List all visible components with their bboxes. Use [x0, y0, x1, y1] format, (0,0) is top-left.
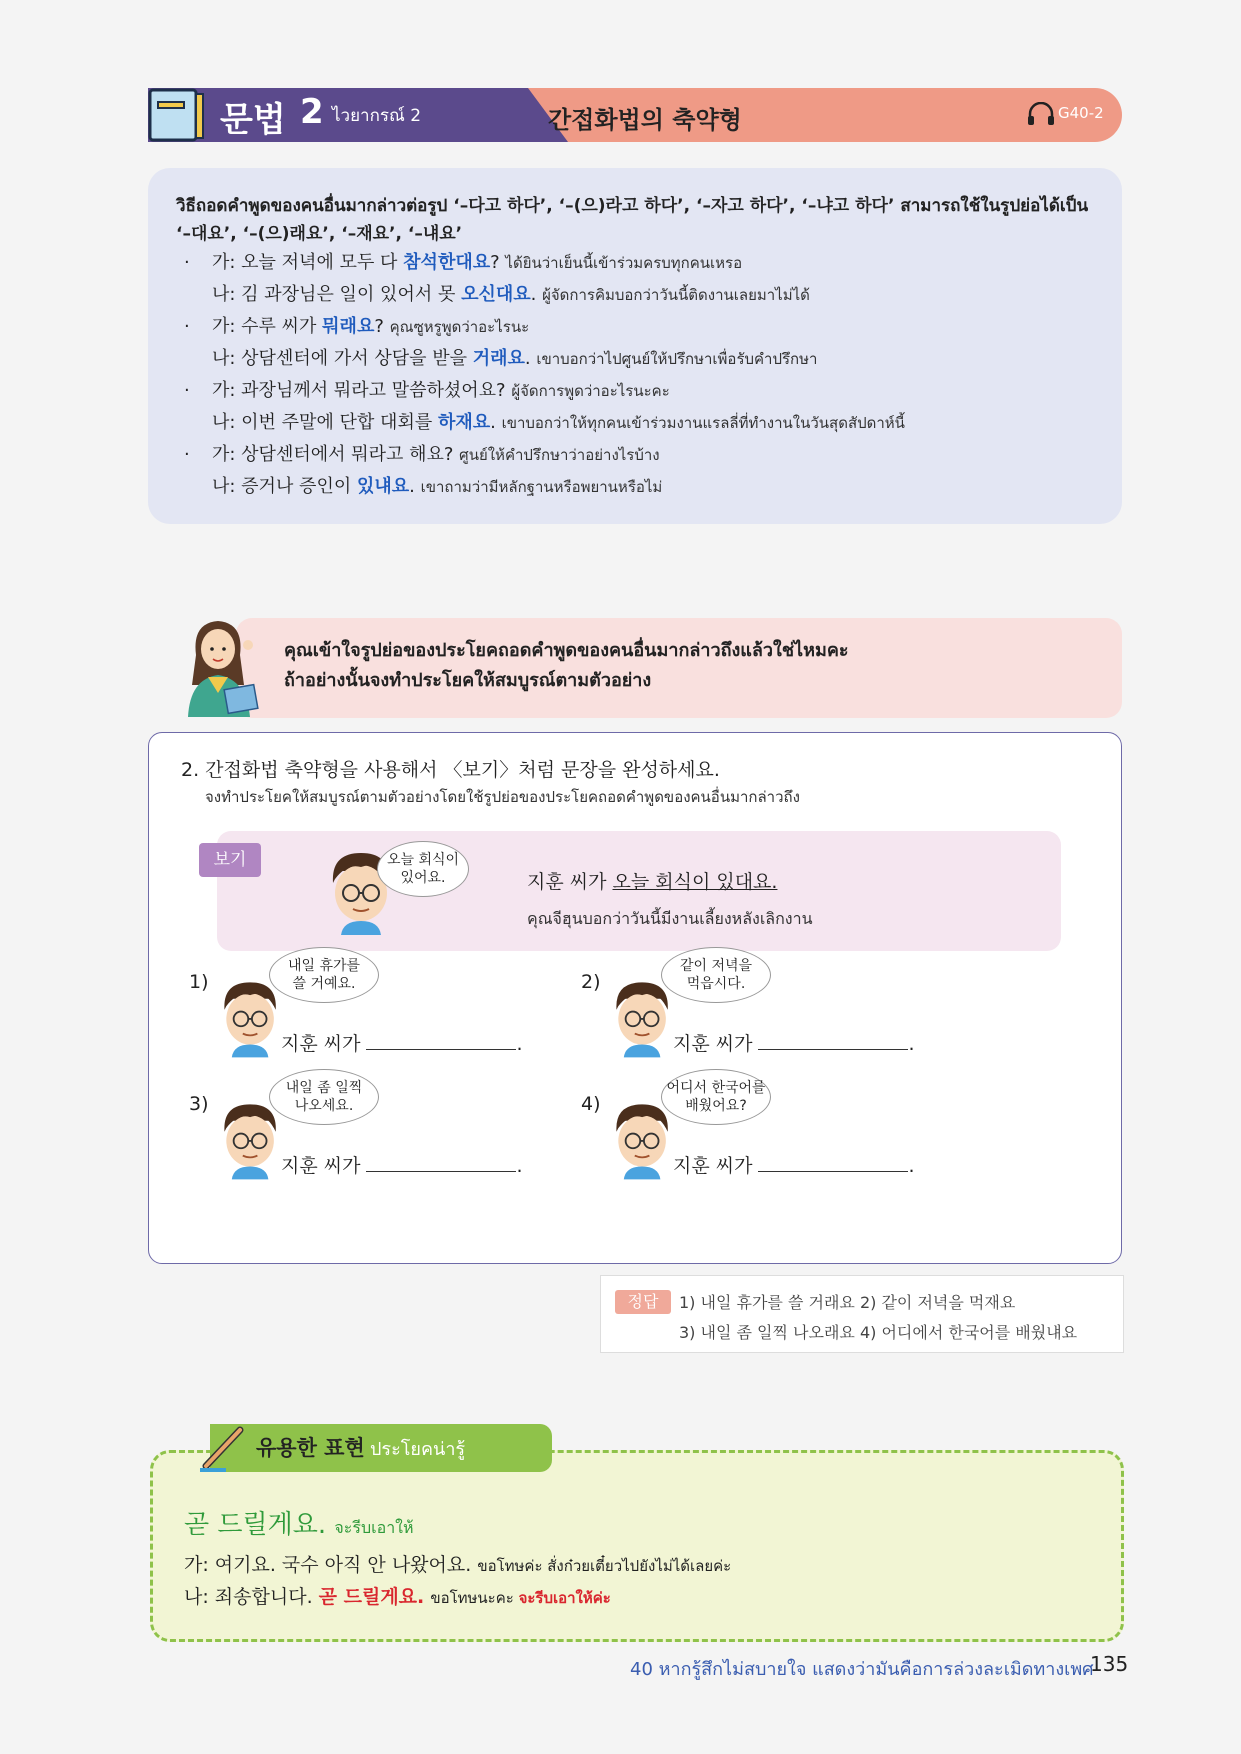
useful-main [184, 1504, 414, 1541]
item-number: 3) [189, 1093, 209, 1115]
useful-line-1-thai: ขอโทษค่ะ สั่งก๋วยเตี๋ยวไปยังไม่ได้เลยค่ะ [477, 1557, 732, 1575]
prompt-line-1: คุณเข้าใจรูปย่อของประโยคถอดคำพูดของคนอื่นมากล่าวถึงแล้วใช่ไหมคะ [284, 640, 849, 661]
example-speech-bubble: 오늘 회식이 있어요. [377, 841, 469, 897]
explanation-box [148, 168, 1122, 524]
useful-line-2-red: 곧 드릴게요. [318, 1586, 425, 1608]
item-answer-prefix: 지훈 씨가 [281, 1033, 361, 1055]
headphones-icon[interactable] [1026, 102, 1056, 126]
teacher-prompt [236, 618, 1122, 718]
exercise-item [189, 1080, 549, 1193]
example-korean: 나: 증거나 증인이 [212, 476, 357, 497]
jihoon-face [219, 1097, 283, 1183]
pen-icon [196, 1420, 252, 1476]
item-answer: 지훈 씨가 . [281, 1033, 523, 1055]
item-answer-prefix: 지훈 씨가 [673, 1155, 753, 1177]
example-korean: 나: 김 과장님은 일이 있어서 못 [212, 284, 462, 305]
grammar-number: 2 [300, 92, 324, 132]
example-punct: . [524, 348, 537, 369]
example-highlight: 거래요 [472, 348, 525, 369]
example-highlight: 뭐래요 [322, 316, 375, 337]
grammar-label: 문법 [220, 100, 286, 140]
bullet-icon: · [184, 444, 190, 465]
teacher-illustration [178, 615, 270, 717]
useful-thai: ประโยคน่ารู้ [370, 1439, 466, 1460]
example-highlight: 있냬요 [356, 476, 410, 497]
grammar-banner [148, 88, 1122, 142]
example-highlight: 오신대요 [461, 284, 531, 305]
answer-blank[interactable] [758, 1031, 908, 1050]
example-highlight: 참석한대요 [403, 252, 491, 273]
explanation-intro: วิธีถอดคำพูดของคนอื่นมากล่าวต่อรูป ‘–다고 하다’, ‘–(으)라고 하다’, ‘–자고 하다’, ‘–냐고 하다’ สามารถใช้ในรูปย่อได้เป็น ‘–대요’, ‘–(으)래요’, ‘–재요’, ‘–냬요’ [176, 196, 1089, 244]
useful-line-2-thai: ขอโทษนะคะ [430, 1589, 519, 1607]
useful-expression-box [150, 1450, 1124, 1642]
example-sentence-prefix: 지훈 씨가 [527, 871, 613, 893]
useful-line-2-ko: 나: 죄송합니다. [184, 1586, 319, 1608]
item-number: 1) [189, 971, 209, 993]
audio-track-code[interactable]: G40-2 [1058, 104, 1104, 122]
example-korean: 가: 과장님께서 뭐라고 말씀하셨어요? [212, 380, 512, 401]
exercise-subtitle: จงทำประโยคให้สมบูรณ์ตามตัวอย่างโดยใช้รูปย่อของประโยคถอดคำพูดของคนอื่นมากล่าวถึง [205, 788, 800, 806]
jihoon-face [611, 1097, 675, 1183]
useful-title: 유용한 표현 [256, 1436, 365, 1460]
item-answer-prefix: 지훈 씨가 [281, 1155, 361, 1177]
example-thai: คุณจีฮุนบอกว่าวันนี้มีงานเลี้ยงหลังเลิกงาน [527, 909, 813, 928]
jihoon-face [219, 975, 283, 1061]
item-speech-bubble: 내일 휴가를 쓸 거예요. [269, 947, 379, 1003]
bullet-icon: · [184, 316, 190, 337]
answer-line-1: 1) 내일 휴가를 쓸 거래요 2) 같이 저녁을 먹재요 [679, 1293, 1016, 1312]
example-thai: คุณซูหรูพูดว่าอะไรนะ [389, 318, 530, 336]
answer-key [600, 1275, 1124, 1353]
example-thai: ได้ยินว่าเย็นนี้เข้าร่วมครบทุกคนเหรอ [505, 254, 743, 272]
example-sentence [527, 867, 777, 894]
answer-blank[interactable] [366, 1153, 516, 1172]
exercise-item [189, 958, 549, 1071]
footer-chapter: 40 หากรู้สึกไม่สบายใจ แสดงว่ามันคือการล่วงละเมิดทางเพศ [630, 1659, 1094, 1680]
useful-line-2 [184, 1582, 611, 1610]
exercise-item [581, 958, 941, 1071]
item-answer-prefix: 지훈 씨가 [673, 1033, 753, 1055]
example-line [184, 282, 810, 308]
example-punct: . [530, 284, 543, 305]
page-number: 135 [1090, 1652, 1129, 1676]
item-number: 2) [581, 971, 601, 993]
useful-main-text: 곧 드릴게요. [184, 1510, 327, 1540]
book-icon [148, 88, 206, 142]
grammar-topic: 간접화법의 축약형 [548, 106, 742, 134]
example-thai: ผู้จัดการพูดว่าอะไรนะคะ [511, 382, 670, 400]
jihoon-face [611, 975, 675, 1061]
exercise-item [581, 1080, 941, 1193]
answer-blank[interactable] [366, 1031, 516, 1050]
example-line [184, 314, 529, 340]
example-highlight: 하재요 [437, 412, 491, 433]
example-thai: เขาบอกว่าไปศูนย์ให้ปรึกษาเพื่อรับคำปรึกษา [536, 350, 818, 368]
example-korean: 나: 이번 주말에 단합 대회를 [212, 412, 438, 433]
exercise-box [148, 732, 1122, 1264]
answer-tag: 정답 [615, 1290, 671, 1314]
item-answer: 지훈 씨가 . [673, 1155, 915, 1177]
grammar-thai: ไวยากรณ์ 2 [332, 106, 422, 126]
example-thai: เขาถามว่ามีหลักฐานหรือพยานหรือไม่ [420, 478, 663, 496]
example-punct: . [490, 412, 502, 433]
example-line [184, 410, 905, 436]
example-line [184, 378, 670, 404]
example-line [184, 442, 660, 468]
useful-line-2-thai-red: จะรีบเอาให้ค่ะ [518, 1589, 611, 1607]
item-answer: 지훈 씨가 . [281, 1155, 523, 1177]
item-answer: 지훈 씨가 . [673, 1033, 915, 1055]
bullet-icon: · [184, 380, 190, 401]
example-line [184, 346, 817, 372]
item-speech-bubble: 내일 좀 일찍 나오세요. [269, 1069, 379, 1125]
useful-line-1 [184, 1550, 731, 1578]
example-line [184, 250, 742, 276]
example-sentence-answer: 오늘 회식이 있대요. [612, 871, 778, 893]
example-korean: 가: 수루 씨가 [212, 316, 323, 337]
exercise-title: 2. 간접화법 축약형을 사용해서 〈보기〉처럼 문장을 완성하세요. [181, 759, 720, 781]
example-korean: 나: 상담센터에 가서 상담을 받을 [212, 348, 473, 369]
item-speech-bubble: 같이 저녁을 먹읍시다. [661, 947, 771, 1003]
example-korean: 가: 상담센터에서 뭐라고 해요? [212, 444, 460, 465]
useful-main-thai: จะรีบเอาให้ [334, 1518, 414, 1537]
bullet-icon: · [184, 252, 190, 273]
example-punct: . [409, 476, 421, 497]
example-thai: เขาบอกว่าให้ทุกคนเข้าร่วมงานแรลลี่ที่ทำงานในวันสุดสัปดาห์นี้ [501, 414, 905, 432]
example-punct: ? [490, 252, 506, 273]
example-thai: ศูนย์ให้คำปรึกษาว่าอย่างไรบ้าง [459, 446, 660, 464]
prompt-line-2: ถ้าอย่างนั้นจงทำประโยคให้สมบูรณ์ตามตัวอย่าง [284, 670, 652, 691]
answer-blank[interactable] [758, 1153, 908, 1172]
item-speech-bubble: 어디서 한국어를 배웠어요? [661, 1069, 771, 1125]
example-box [213, 831, 1061, 951]
item-number: 4) [581, 1093, 601, 1115]
useful-line-1-ko: 가: 여기요. 국수 아직 안 나왔어요. [184, 1554, 478, 1576]
example-korean: 가: 오늘 저녁에 모두 다 [212, 252, 404, 273]
example-punct: ? [374, 316, 390, 337]
answer-line-2: 3) 내일 좀 일찍 나오래요 4) 어디에서 한국어를 배웠냬요 [679, 1323, 1078, 1342]
example-tag: 보기 [199, 843, 261, 877]
example-line [184, 474, 662, 500]
example-thai: ผู้จัดการคิมบอกว่าวันนี้ติดงานเลยมาไม่ได้ [542, 286, 810, 304]
